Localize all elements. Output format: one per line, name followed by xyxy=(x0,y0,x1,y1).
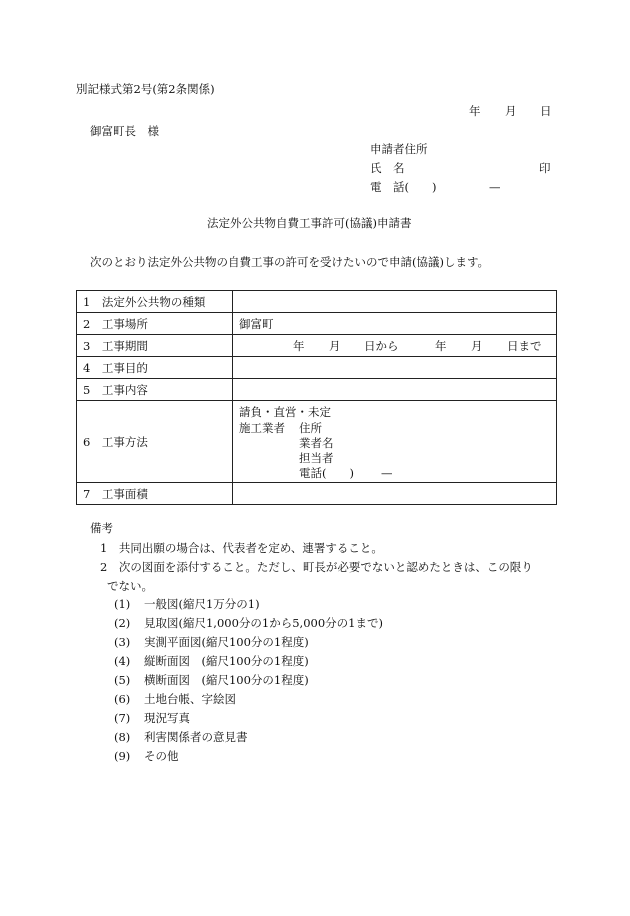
period-cell xyxy=(233,335,557,357)
drawing-text: 横断面図 (縮尺100分の1程度) xyxy=(144,673,309,687)
table-row xyxy=(77,357,557,379)
notes-title: 備考 xyxy=(90,521,113,535)
method-type: 請負・直営・未定 xyxy=(239,405,331,419)
row-label: 2 工事場所 xyxy=(77,313,233,335)
date-day: 日 xyxy=(540,104,552,118)
applicant-name-label: 氏 名 xyxy=(370,161,405,175)
drawing-num: (4) xyxy=(114,654,131,668)
drawing-num: (9) xyxy=(114,749,131,763)
drawing-text: 利害関係者の意見書 xyxy=(144,730,248,744)
period-year-end: 年 xyxy=(435,339,447,353)
drawing-text: 現況写真 xyxy=(144,711,190,725)
drawing-num: (7) xyxy=(114,711,131,725)
drawing-num: (6) xyxy=(114,692,131,706)
drawing-num: (2) xyxy=(114,616,131,630)
period-from: 日から xyxy=(364,339,399,353)
row-label: 4 工事目的 xyxy=(77,357,233,379)
table-row xyxy=(77,401,557,483)
drawing-num: (8) xyxy=(114,730,131,744)
applicant-phone-dash: — xyxy=(489,180,501,194)
method-phone-dash: — xyxy=(381,466,393,480)
row-value: 御富町 xyxy=(233,313,557,335)
drawing-num: (5) xyxy=(114,673,131,687)
row-label: 1 法定外公共物の種類 xyxy=(77,291,233,313)
method-person: 担当者 xyxy=(299,451,334,465)
drawing-text: 土地台帳、字絵図 xyxy=(144,692,236,706)
method-address: 住所 xyxy=(299,421,322,435)
period-year-start: 年 xyxy=(293,339,305,353)
table-row xyxy=(77,379,557,401)
row-value xyxy=(233,291,557,313)
row-label: 3 工事期間 xyxy=(77,335,233,357)
row-value xyxy=(233,483,557,505)
table-row xyxy=(77,335,557,357)
addressee: 御富町長 様 xyxy=(90,124,159,138)
date-year: 年 xyxy=(469,104,481,118)
date-month: 月 xyxy=(505,104,517,118)
period-until: 日まで xyxy=(507,339,542,353)
note-item: 2 次の図面を添付すること。ただし、町長が必要でないと認めたときは、この限り xyxy=(100,560,533,574)
form-number: 別記様式第2号(第2条関係) xyxy=(76,82,215,96)
row-label: 5 工事内容 xyxy=(77,379,233,401)
drawing-text: その他 xyxy=(144,749,179,763)
method-contractor: 施工業者 xyxy=(239,421,285,435)
drawing-text: 一般図(縮尺1万分の1) xyxy=(144,597,260,611)
document-title: 法定外公共物自費工事許可(協議)申請書 xyxy=(207,216,412,230)
row-label: 7 工事面積 xyxy=(77,483,233,505)
table-row xyxy=(77,291,557,313)
note-item: 1 共同出願の場合は、代表者を定め、連署すること。 xyxy=(100,541,383,555)
method-phone: 電話( ) xyxy=(299,466,354,480)
applicant-address-label: 申請者住所 xyxy=(370,142,428,156)
drawing-text: 見取図(縮尺1,000分の1から5,000分の1まで) xyxy=(144,616,383,630)
period-month-start: 月 xyxy=(329,339,341,353)
table-row xyxy=(77,483,557,505)
application-table xyxy=(76,290,557,505)
method-company: 業者名 xyxy=(299,436,334,450)
applicant-phone-label: 電 話( ) xyxy=(370,180,437,194)
note-item-continued: でない。 xyxy=(107,579,153,593)
drawing-num: (3) xyxy=(114,635,131,649)
row-label: 6 工事方法 xyxy=(77,401,233,483)
drawing-num: (1) xyxy=(114,597,131,611)
method-cell xyxy=(233,401,557,483)
period-month-end: 月 xyxy=(471,339,483,353)
drawing-text: 実測平面図(縮尺100分の1程度) xyxy=(144,635,309,649)
row-value xyxy=(233,357,557,379)
row-value xyxy=(233,379,557,401)
intro-text: 次のとおり法定外公共物の自費工事の許可を受けたいので申請(協議)します。 xyxy=(90,255,490,269)
table-row xyxy=(77,313,557,335)
seal-mark: 印 xyxy=(539,161,551,175)
drawing-text: 縦断面図 (縮尺100分の1程度) xyxy=(144,654,309,668)
